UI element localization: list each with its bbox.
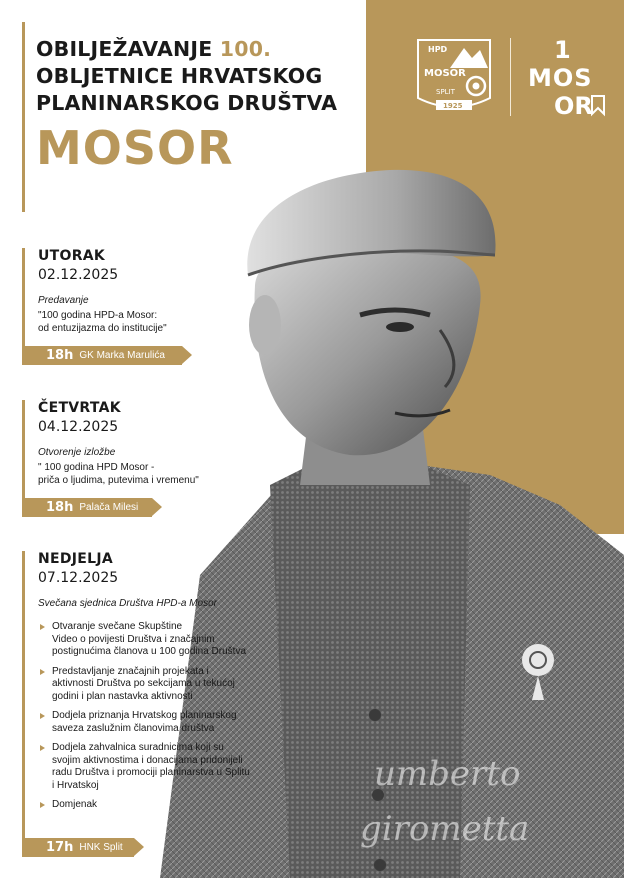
event-day: UTORAK: [38, 248, 106, 264]
hpd-logo-name: MOSOR: [424, 68, 466, 79]
list-item-line: Predstavljanje značajnih projekata i: [52, 665, 209, 677]
centenary-logo-line3: OR: [554, 92, 593, 120]
event-place: Palača Milesi: [79, 502, 139, 513]
hpd-logo-city: SPLIT: [436, 88, 455, 96]
signature-line-2: girometta: [360, 809, 530, 849]
event-date: 07.12.2025: [38, 570, 119, 586]
event-time-place-tag: [22, 838, 134, 857]
list-item-line: radu Društva i promociji planinarstva u Splitu: [52, 767, 250, 778]
hpd-mosor-logo: [414, 36, 494, 118]
event-place: HNK Split: [79, 842, 123, 853]
tag-arrow-icon: [182, 346, 192, 364]
title-line-1: [36, 36, 366, 63]
list-item-line: saveza zaslužnim članovima društva: [52, 722, 215, 734]
tag-arrow-icon: [134, 838, 144, 856]
centenary-logo-digit: 1: [554, 36, 571, 64]
title-line-1-number: 100.: [219, 37, 272, 61]
event-date: 02.12.2025: [38, 267, 119, 283]
title-block: [36, 36, 366, 177]
event-description-line: " 100 godina HPD Mosor -: [38, 462, 155, 473]
event-program-list: [38, 621, 282, 812]
title-line-1-prefix: OBILJEŽAVANJE: [36, 37, 220, 61]
centenary-logo-line2: MOS: [528, 64, 593, 92]
event-time: 18h: [46, 500, 74, 515]
list-item: [38, 742, 282, 792]
event-place: GK Marka Marulića: [79, 350, 165, 361]
event-time: 18h: [46, 348, 74, 363]
list-item-line: Video o povijesti Društva i značajnim: [52, 633, 215, 645]
event-type: Predavanje: [38, 295, 89, 306]
list-item-line: Dodjela priznanja Hrvatskog planinarskog: [52, 710, 237, 721]
list-item-line: aktivnosti Društva po sekcijama u tekućoj: [52, 678, 235, 689]
hpd-logo-year: 1925: [443, 102, 463, 110]
event-description: [38, 462, 272, 487]
list-item-line: Otvaranje svečane Skupštine: [52, 621, 183, 632]
tag-arrow-icon: [152, 498, 162, 516]
event-type: Svečana sjednica Društva HPD-a Mosor: [38, 598, 217, 609]
list-item-line: postignućima članova u 100 godina Društva: [52, 646, 247, 657]
list-item: [38, 799, 282, 812]
event-time-place-tag: [22, 498, 152, 517]
list-item-line: Dodjela zahvalnica suradnicima koji su: [52, 742, 224, 753]
list-item-line: svojim aktivnostima i donacijama pridonijeli: [52, 754, 243, 766]
centenary-logo: [524, 34, 606, 120]
event-time: 17h: [46, 840, 74, 855]
title-mosor: MOSOR: [36, 121, 234, 175]
event-description-line: od entuzijazma do institucije": [38, 322, 167, 334]
title-accent-bar: [22, 22, 25, 212]
event-accent-bar: [22, 400, 25, 498]
event-description: [38, 310, 272, 335]
signature-line-1: umberto: [374, 754, 521, 794]
event-description-line: priča o ljudima, putevima i vremenu": [38, 474, 199, 486]
list-item: [38, 710, 282, 735]
list-item-line: Domjenak: [52, 799, 98, 810]
hpd-logo-top-text: HPD: [428, 45, 448, 54]
bookmark-icon: [592, 96, 604, 114]
event-date: 04.12.2025: [38, 419, 119, 435]
title-line-3: PLANINARSKOG DRUŠTVA: [36, 91, 338, 115]
logo-divider: [510, 38, 511, 116]
event-description-line: "100 godina HPD-a Mosor:: [38, 310, 158, 321]
event-day: NEDJELJA: [38, 551, 114, 567]
photographer-signature: [360, 740, 590, 860]
event-accent-bar: [22, 551, 25, 838]
list-item-line: godini i plan nastavka aktivnosti: [52, 690, 193, 702]
list-item: [38, 666, 282, 704]
title-line-2: OBLJETNICE HRVATSKOG: [36, 64, 323, 88]
event-sunday: [22, 551, 282, 855]
list-item-line: i Hrvatskoj: [52, 779, 99, 791]
event-tuesday: [22, 248, 272, 363]
event-thursday: [22, 400, 272, 515]
event-time-place-tag: [22, 346, 182, 365]
event-day: ČETVRTAK: [38, 400, 121, 416]
event-type: Otvorenje izložbe: [38, 447, 116, 458]
list-item: [38, 621, 282, 659]
event-accent-bar: [22, 248, 25, 346]
